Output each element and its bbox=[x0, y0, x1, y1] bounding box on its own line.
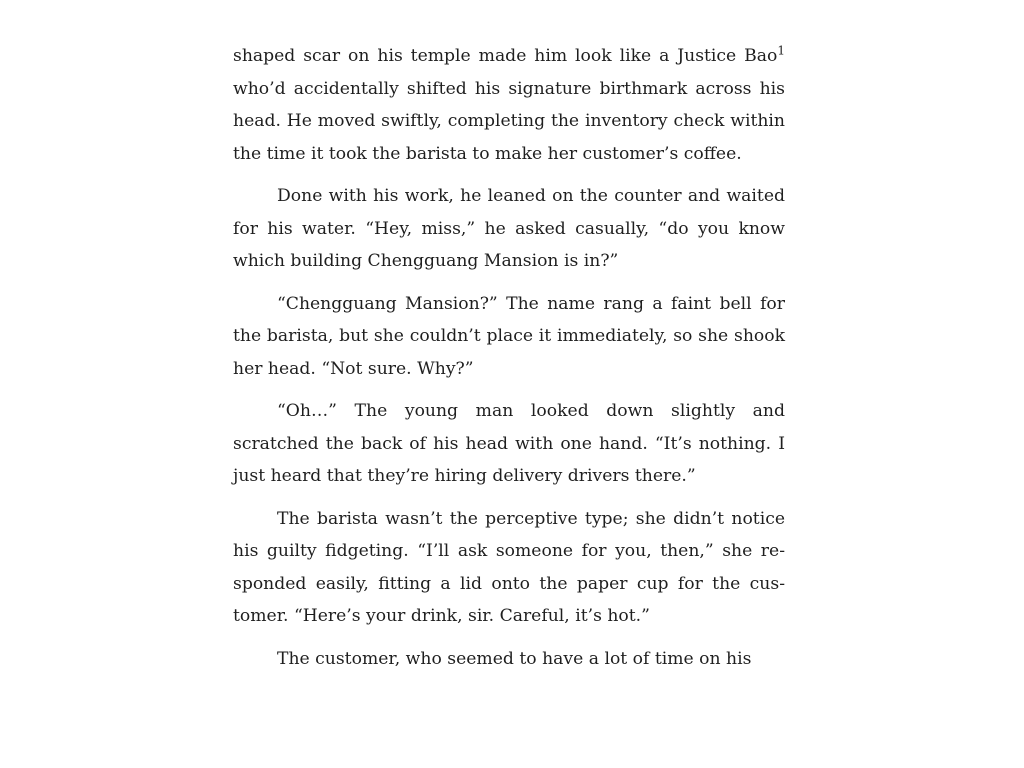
paragraph-3: “Chengguang Mansion?” The name rang a faint bell for the barista, but she couldn’t place it immediately, so she shook her head. “Not sure. Why?” bbox=[233, 293, 785, 379]
book-page bbox=[233, 40, 785, 685]
paragraph-1-text-cont: who’d accidentally shifted his signature birthmark across his head. He moved swiftly, completing the inventory check within the time it took the barista to make her customer’s coffee. bbox=[233, 78, 785, 164]
footnote-marker[interactable]: 1 bbox=[777, 43, 785, 58]
paragraph-1 bbox=[233, 40, 785, 170]
paragraph-5: The barista wasn’t the perceptive type; she didn’t notice his guilty fidgeting. “I’ll ask someone for you, then,” she responded easily, fitting a lid onto the paper cup for the customer. “Here’s your drink, sir. Careful, it’s hot.” bbox=[233, 508, 785, 626]
paragraph-2: Done with his work, he leaned on the counter and waited for his water. “Hey, miss,” he asked casually, “do you know which building Chengguang Mansion is in?” bbox=[233, 186, 785, 271]
paragraph-4: “Oh…” The young man looked down slightly and scratched the back of his head with one hand. “It’s nothing. I just heard that they’re hiring delivery drivers there.” bbox=[233, 401, 785, 486]
paragraph-6: The customer, who seemed to have a lot of time on his bbox=[277, 648, 752, 669]
paragraph-1-text: shaped scar on his temple made him look like a Justice Bao bbox=[233, 46, 778, 66]
